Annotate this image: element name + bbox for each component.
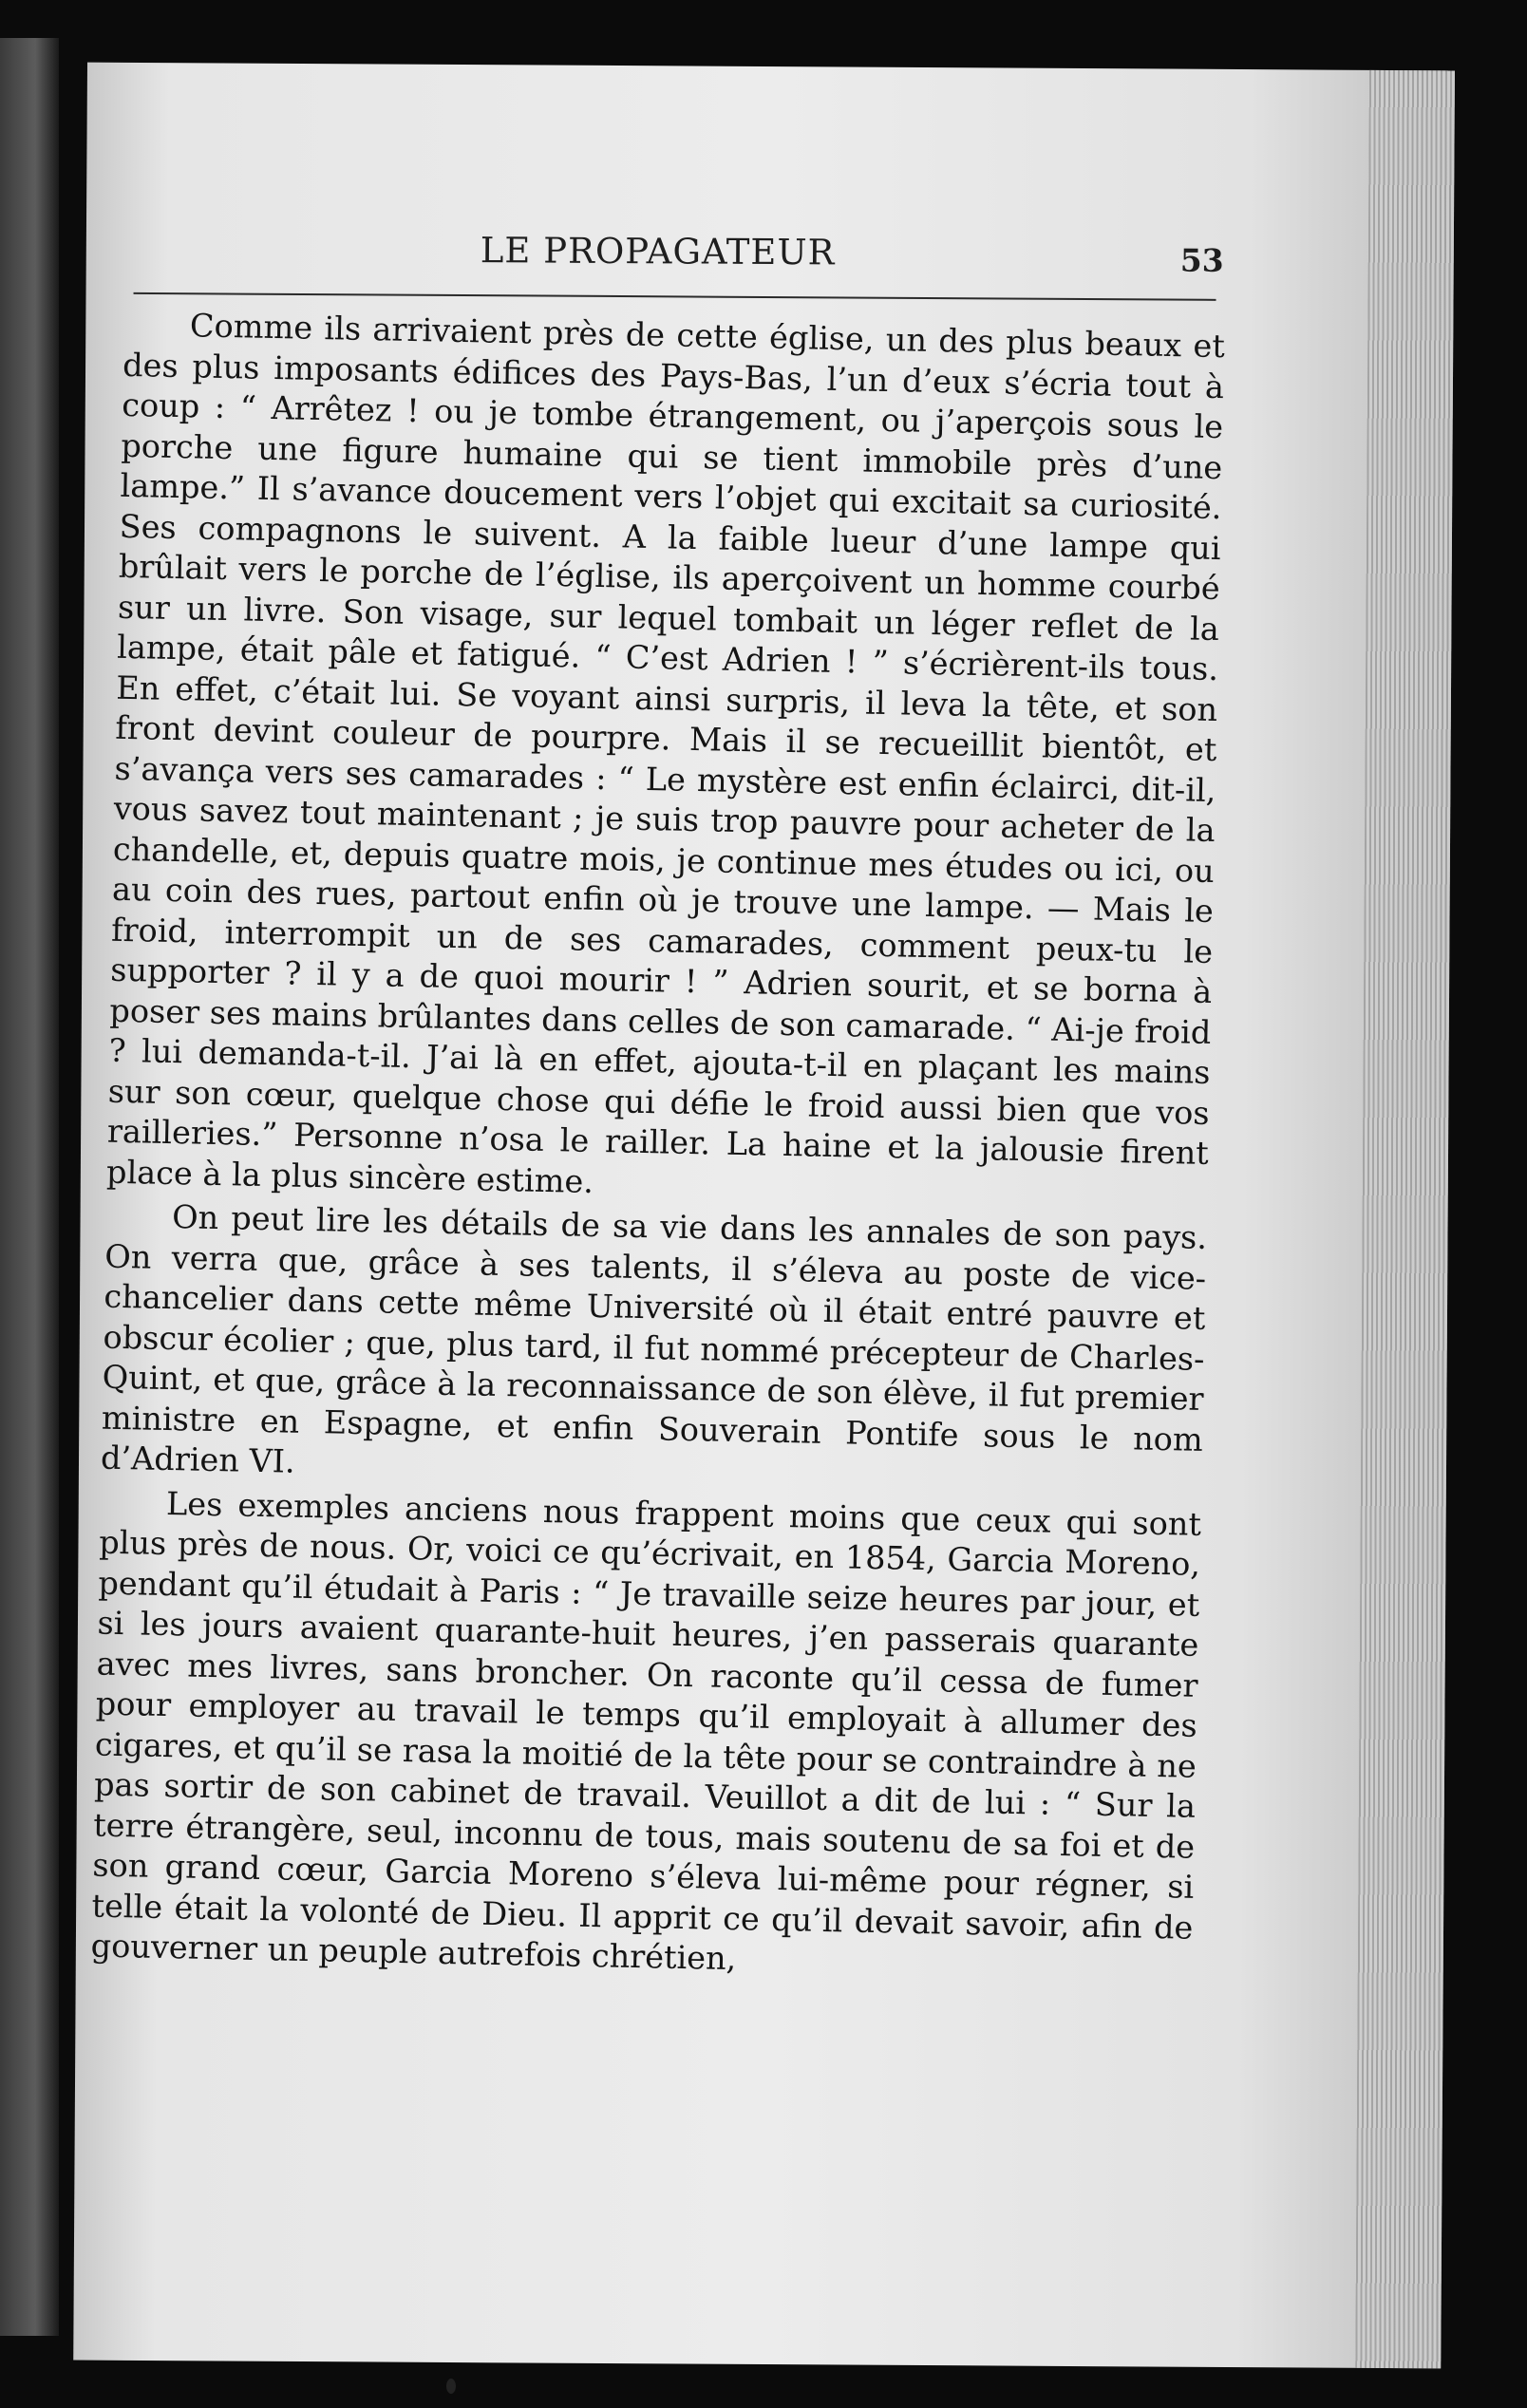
header-rule: [134, 292, 1216, 301]
page-number: 53: [1179, 241, 1224, 279]
ink-smudge: [446, 2379, 456, 2394]
page-fore-edge: [1355, 70, 1455, 2369]
book-page: [73, 63, 1455, 2369]
page-header: [86, 215, 1321, 289]
paragraph-adrien-career: On peut lire les détails de sa vie dans les annales de son pays. On verra que, grâce à ses talents, il s’éleva au poste de vice-chancelier dans cette même Université où il était entré pauvre et obscur écolier ; que, plus tard, il fut nommé précepteur de Charles-Quint, et que, grâce à la reconnaissance de son élève, il fut premier ministre en Espagne, et enfin Souverain Pontife sous le nom d’Adrien VI.: [100, 1198, 1208, 1480]
facing-page-edge: [0, 38, 59, 2336]
paragraph-adrien-story: Comme ils arrivaient près de cette église, un des plus beaux et des plus imposants édifices des Pays-Bas, l’un d’eux s’écria tout à coup : “ Arrêtez ! ou je tombe étrangement, ou j’aperçois sous le porche une figure humaine qui se tient immobile près d’une lampe.” Il s’avance doucement vers l’objet qui excitait sa curiosité. Ses compagnons le suivent. A la faible lueur d’une lampe qui brûlait vers le porche de l’église, ils aperçoivent un homme courbé sur un livre. Son visage, sur lequel tombait un léger reflet de la lampe, était pâle et fatigué. “ C’est Adrien ! ” s’écrièrent-ils tous. En effet, c’était lui. Se voyant ainsi surpris, il leva la tête, et son front devint couleur de pourpre. Mais il se recueillit bientôt, et s’avança vers ses camarades : “ Le mystère est enfin éclairci, dit-il, vous savez tout maintenant ; je suis trop pauvre pour acheter de la chandelle, et, depuis quatre mois, je continue mes études ou ici, ou au coin des rues, partout enfin où je trouve une lampe. — Mais le froid, interrompit un de ses camarades, comment peux-tu le supporter ? il y a de quoi mourir ! ” Adrien sourit, et se borna à poser ses mains brûlantes dans celles de son camarade. “ Ai-je froid ? lui demanda-t-il. J’ai là en effet, ajouta-t-il en plaçant les mains sur son cœur, quelque chose qui défie le froid aussi bien que vos railleries.” Personne n’osa le railler. La haine et la jalousie firent place à la plus sincère estime.: [105, 307, 1226, 1200]
body-text: [90, 305, 1225, 1992]
paragraph-garcia-moreno: Les exemples anciens nous frappent moins que ceux qui sont plus près de nous. Or, voici ce qu’écrivait, en 1854, Garcia Moreno, pendant qu’il étudait à Paris : “ Je travaille seize heures par jour, et si les jours avaient quarante-huit heures, j’en passerais quarante avec mes livres, sans broncher. On raconte qu’il cessa de fumer pour employer au travail le temps qu’il employait à allumer des cigares, et qu’il se rasa la moitié de la tête pour se contraindre à ne pas sortir de son cabinet de travail. Veuillot a dit de lui : “ Sur la terre étrangère, seul, inconnu de tous, mais soutenu de sa foi et de son grand cœur, Garcia Moreno s’éleva lui-même pour régner, si telle était la volonté de Dieu. Il apprit ce qu’il devait savoir, afin de gouverner un peuple autrefois chrétien,: [90, 1484, 1202, 1978]
running-title: LE PROPAGATEUR: [480, 230, 836, 273]
